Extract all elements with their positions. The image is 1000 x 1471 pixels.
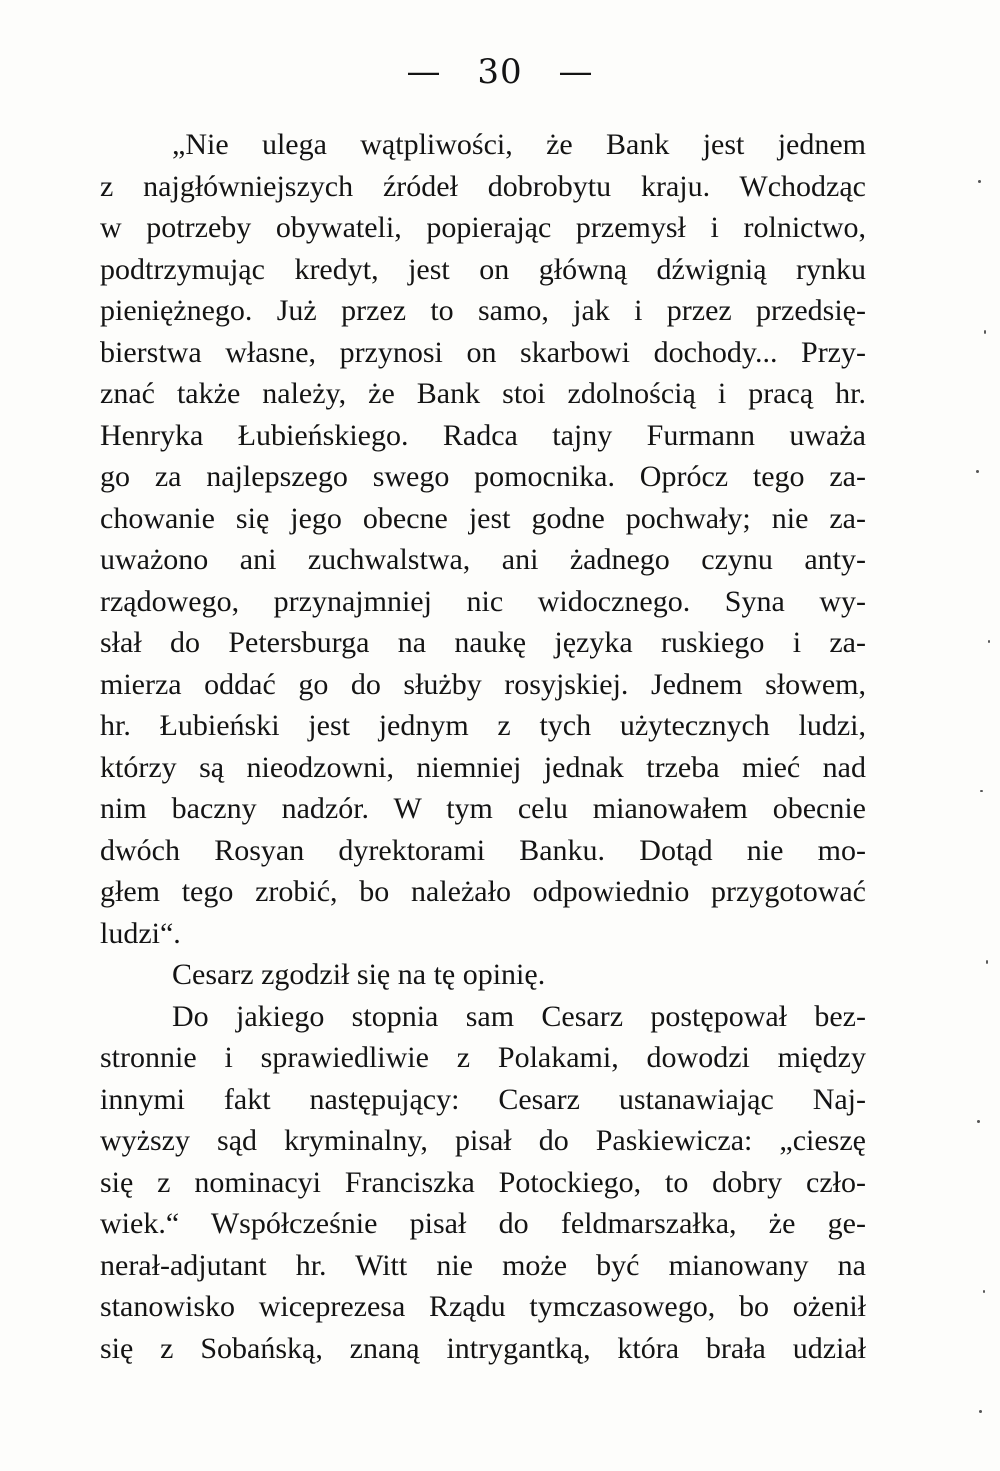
text-line: którzy są nieodzowni, niemniej jednak trzeba mieć nad (100, 750, 866, 784)
text-line: Henryka Łubieńskiego. Radca tajny Furmann uważa (100, 418, 866, 452)
text-line: głem tego zrobić, bo należało odpowiednio przygotować (100, 875, 866, 908)
text-line: wyższy sąd kryminalny, pisał do Paskiewicza: „cieszę (100, 1124, 866, 1157)
text-line: go za najlepszego swego pomocnika. Oprócz tego za- (100, 460, 866, 493)
text-line: chowanie się jego obecne jest godne pochwały; nie za- (100, 501, 866, 535)
text-line: znać także należy, że Bank stoi zdolnością i pracą hr. (100, 377, 866, 410)
text-line: stanowisko wiceprezesa Rządu tymczasowego, bo ożenił (100, 1290, 866, 1323)
text-line: innymi fakt następujący: Cesarz ustanawiając Naj- (100, 1082, 866, 1116)
text-line: z najgłówniejszych źródeł dobrobytu kraju. Wchodząc (100, 169, 866, 203)
text-line: dwóch Rosyan dyrektorami Banku. Dotąd nie mo- (100, 833, 866, 867)
text-line: ludzi“. (100, 916, 181, 950)
text-line: hr. Łubieński jest jednym z tych użytecznych ludzi, (100, 709, 866, 742)
page-header (0, 52, 1000, 92)
scan-speck (978, 180, 981, 183)
text-line: uważono ani zuchwalstwa, ani żadnego czynu anty- (100, 543, 866, 576)
text-line: bierstwa własne, przynosi on skarbowi dochody... Przy- (100, 335, 866, 369)
text-line: w potrzeby obywateli, popierając przemysł i rolnictwo, (100, 211, 866, 244)
scan-speck (984, 330, 986, 334)
text-line: „Nie ulega wątpliwości, że Bank jest jednem (172, 128, 866, 161)
text-line: Cesarz zgodził się na tę opinię. (172, 958, 546, 991)
scan-edge-marks (970, 0, 1000, 1471)
text-line: pieniężnego. Już przez to samo, jak i przez przedsię- (100, 294, 866, 327)
text-line: się z nominacyi Franciszka Potockiego, to dobry czło- (100, 1165, 866, 1199)
text-line: się z Sobańską, znaną intrygantką, która brała udział (100, 1331, 866, 1365)
page-number: 30 (477, 52, 523, 92)
scan-speck (979, 1410, 982, 1413)
scan-speck (980, 790, 983, 792)
text-line: nerał-adjutant hr. Witt nie może być mianowany na (100, 1248, 866, 1282)
text-line: rządowego, przynajmniej nic widocznego. Syna wy- (100, 584, 866, 618)
scan-speck (976, 470, 979, 473)
text-line: mierza oddać go do służby rosyjskiej. Jednem słowem, (100, 667, 866, 701)
text-line: podtrzymując kredyt, jest on główną dźwignią rynku (100, 252, 866, 286)
scan-speck (977, 1120, 980, 1123)
header-dash-left: — (406, 52, 442, 92)
text-line: stronnie i sprawiedliwie z Polakami, dowodzi między (100, 1041, 866, 1074)
header-dash-right: — (558, 52, 594, 92)
text-line: słał do Petersburga na naukę języka ruskiego i za- (100, 626, 866, 659)
scan-speck (986, 960, 988, 964)
text-line: wiek.“ Współcześnie pisał do feldmarszałka, że ge- (100, 1207, 866, 1240)
body-text (100, 124, 866, 1369)
text-line: Do jakiego stopnia sam Cesarz postępował bez- (172, 999, 866, 1033)
scan-speck (983, 1290, 985, 1293)
scan-speck (988, 640, 990, 643)
text-line: nim baczny nadzór. W tym celu mianowałem obecnie (100, 792, 866, 825)
